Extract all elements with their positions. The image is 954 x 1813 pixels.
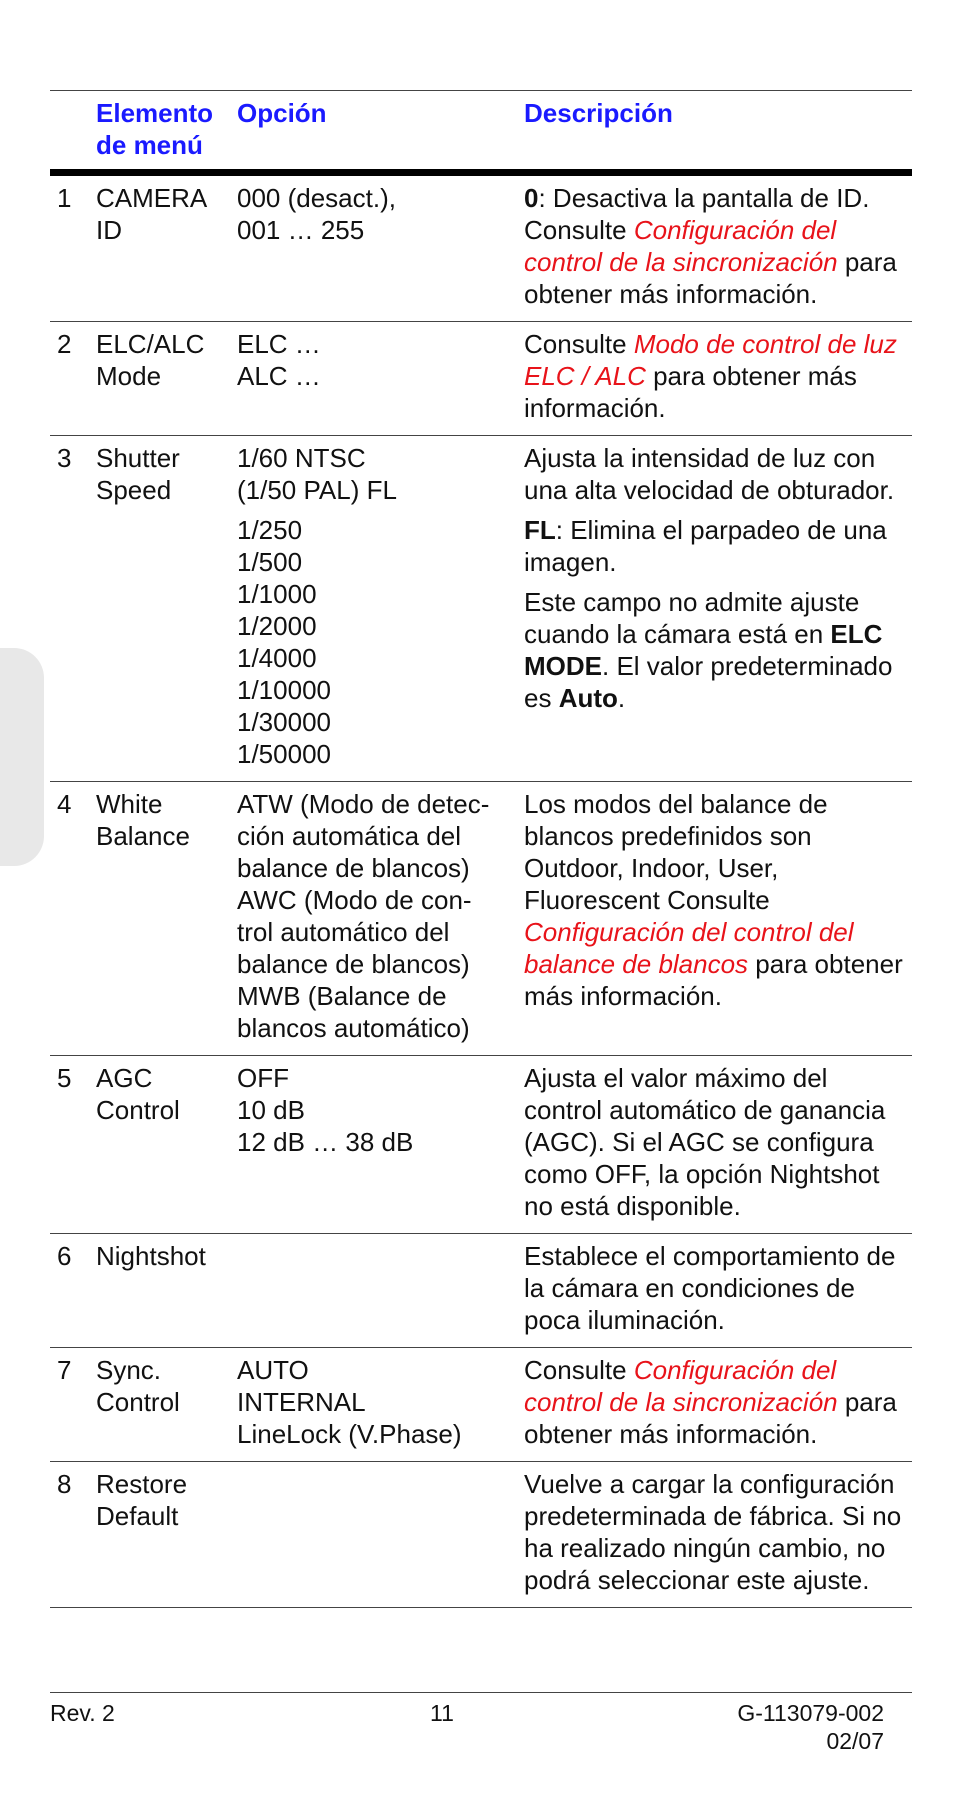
row-number: 2 bbox=[57, 329, 72, 359]
menu-item-line: Shutter bbox=[96, 443, 180, 473]
description-text: para obtener más información. bbox=[524, 949, 903, 1011]
row-number: 1 bbox=[57, 183, 72, 213]
option-line: AUTO bbox=[237, 1355, 309, 1385]
description-paragraph bbox=[524, 788, 912, 1012]
table-row bbox=[50, 322, 912, 436]
menu-item bbox=[96, 328, 237, 424]
menu-item-line: AGC bbox=[96, 1063, 153, 1093]
description-text: para obtener más información. bbox=[524, 247, 897, 309]
table-row bbox=[50, 1234, 912, 1348]
bold-term: ELC MODE bbox=[524, 619, 883, 681]
option-line: ELC … bbox=[237, 329, 321, 359]
cross-reference-link[interactable]: Modo de control de luz ELC / ALC bbox=[524, 329, 897, 391]
description bbox=[524, 1468, 912, 1596]
menu-item-line: ID bbox=[96, 215, 122, 245]
menu-item-line: Restore bbox=[96, 1469, 188, 1499]
option-line: 1/1000 bbox=[237, 579, 317, 609]
menu-item-line: Balance bbox=[96, 821, 190, 851]
footer-date: 02/07 bbox=[826, 1728, 884, 1754]
bold-term: 0 bbox=[524, 183, 539, 213]
menu-item bbox=[96, 182, 237, 310]
footer-doc-number: G-113079-002 bbox=[737, 1700, 884, 1726]
menu-item bbox=[96, 1354, 237, 1450]
option-line: trol automático del bbox=[237, 917, 450, 947]
menu-item-line: ELC/ALC bbox=[96, 329, 205, 359]
option-list bbox=[237, 788, 524, 1044]
option-line: INTERNAL bbox=[237, 1387, 366, 1417]
header-item bbox=[96, 97, 237, 161]
option-list bbox=[237, 1354, 524, 1450]
table-row bbox=[50, 436, 912, 782]
description-text: Consulte bbox=[524, 329, 634, 359]
menu-item-line: Nightshot bbox=[96, 1241, 206, 1271]
option-line: AWC (Modo de con- bbox=[237, 885, 472, 915]
description-text: Vuelve a cargar la configuración predeterminada de fábrica. Si no ha realizado ningún cambio, no podrá seleccionar este ajuste. bbox=[524, 1469, 902, 1595]
description-paragraph bbox=[524, 1240, 912, 1336]
table-body bbox=[50, 176, 912, 1608]
header-item-line: Elemento bbox=[96, 98, 214, 128]
cross-reference-link[interactable]: Configuración del control del balance de blancos bbox=[524, 917, 854, 979]
description-text: para obtener más información. bbox=[524, 1387, 897, 1449]
description bbox=[524, 1062, 912, 1222]
row-number: 3 bbox=[57, 443, 72, 473]
description bbox=[524, 328, 912, 424]
description bbox=[524, 182, 912, 310]
menu-item-line: Speed bbox=[96, 475, 172, 505]
description bbox=[524, 1354, 912, 1450]
description-paragraph bbox=[524, 442, 912, 506]
row-number: 7 bbox=[57, 1355, 72, 1385]
description-text: Ajusta la intensidad de luz con una alta velocidad de obturador. bbox=[524, 443, 895, 505]
bold-term: Auto bbox=[558, 683, 618, 713]
menu-item-line: Control bbox=[96, 1387, 180, 1417]
menu-item-line: Control bbox=[96, 1095, 180, 1125]
bold-term: FL bbox=[524, 515, 556, 545]
description-paragraph bbox=[524, 514, 912, 578]
option-line: ALC … bbox=[237, 361, 321, 391]
option-line: 1/50000 bbox=[237, 739, 331, 769]
menu-item bbox=[96, 1240, 237, 1336]
row-number: 6 bbox=[57, 1241, 72, 1271]
table-row bbox=[50, 1348, 912, 1462]
option-line: 1/10000 bbox=[237, 675, 331, 705]
description-text: : Elimina el parpadeo de una imagen. bbox=[524, 515, 887, 577]
description-text: . bbox=[617, 683, 626, 713]
description bbox=[524, 788, 912, 1044]
description-text: Este campo no admite ajuste cuando la cámara está en bbox=[524, 587, 860, 649]
footer-page-number: 11 bbox=[430, 1700, 454, 1726]
option-line: 1/4000 bbox=[237, 643, 317, 673]
menu-item-line: Sync. bbox=[96, 1355, 162, 1385]
table-row bbox=[50, 782, 912, 1056]
description-paragraph bbox=[524, 1062, 912, 1222]
description-paragraph bbox=[524, 586, 912, 714]
option-line: 1/2000 bbox=[237, 611, 317, 641]
row-number: 5 bbox=[57, 1063, 72, 1093]
menu-item-line: Default bbox=[96, 1501, 179, 1531]
menu-table bbox=[50, 90, 912, 1608]
option-line: 1/250 bbox=[237, 515, 303, 545]
option-list bbox=[237, 442, 524, 770]
description-text: Establece el comportamiento de la cámara en condiciones de poca iluminación. bbox=[524, 1241, 896, 1335]
footer-doc-info bbox=[737, 1699, 884, 1755]
footer-revision: Rev. 2 bbox=[50, 1700, 115, 1726]
menu-item-line: Mode bbox=[96, 361, 162, 391]
description-paragraph bbox=[524, 328, 912, 424]
option-line: balance de blancos) bbox=[237, 853, 470, 883]
option-line: OFF bbox=[237, 1063, 289, 1093]
option-line: 1/500 bbox=[237, 547, 303, 577]
option-line: 1/60 NTSC bbox=[237, 443, 366, 473]
header-num bbox=[50, 97, 96, 161]
option-line: 12 dB … 38 dB bbox=[237, 1127, 414, 1157]
cross-reference-link[interactable]: Configuración del control de la sincronización bbox=[524, 215, 838, 277]
menu-item bbox=[96, 442, 237, 770]
menu-item bbox=[96, 788, 237, 1044]
option-line: (1/50 PAL) FL bbox=[237, 475, 397, 505]
description bbox=[524, 442, 912, 770]
option-line: 1/30000 bbox=[237, 707, 331, 737]
table-row bbox=[50, 1056, 912, 1234]
option-line: 001 … 255 bbox=[237, 215, 365, 245]
description-paragraph bbox=[524, 1468, 912, 1596]
description-text: . El valor predeterminado es bbox=[524, 651, 893, 713]
menu-item bbox=[96, 1468, 237, 1596]
page-footer bbox=[50, 1692, 912, 1754]
menu-item bbox=[96, 1062, 237, 1222]
table-row bbox=[50, 176, 912, 322]
description-text: : Desactiva la pantalla de ID. Consulte bbox=[524, 183, 870, 245]
description-text: Ajusta el valor máximo del control automático de ganancia (AGC). Si el AGC se configura como OFF, la opción Nightshot no está disponible. bbox=[524, 1063, 886, 1221]
description-text: para obtener más información. bbox=[524, 361, 857, 423]
option-line: 10 dB bbox=[237, 1095, 305, 1125]
description-paragraph bbox=[524, 182, 912, 310]
option-list bbox=[237, 328, 524, 424]
option-list bbox=[237, 182, 524, 310]
table-header bbox=[50, 91, 912, 176]
table-row bbox=[50, 1462, 912, 1608]
row-number: 4 bbox=[57, 789, 72, 819]
section-thumb-tab bbox=[0, 648, 44, 866]
menu-item-line: White bbox=[96, 789, 163, 819]
option-line: ción automática del bbox=[237, 821, 462, 851]
option-line: 000 (desact.), bbox=[237, 183, 396, 213]
option-list bbox=[237, 1468, 524, 1596]
option-line: LineLock (V.Phase) bbox=[237, 1419, 462, 1449]
option-line: ATW (Modo de detec- bbox=[237, 789, 490, 819]
row-number: 8 bbox=[57, 1469, 72, 1499]
option-line: blancos automático) bbox=[237, 1013, 470, 1043]
cross-reference-link[interactable]: Configuración del control de la sincronización bbox=[524, 1355, 838, 1417]
option-list bbox=[237, 1062, 524, 1222]
option-line: balance de blancos) bbox=[237, 949, 470, 979]
option-list bbox=[237, 1240, 524, 1336]
description-text: Los modos del balance de blancos predefinidos son Outdoor, Indoor, User, Fluorescent Consulte bbox=[524, 789, 828, 915]
option-line: MWB (Balance de bbox=[237, 981, 447, 1011]
description-paragraph bbox=[524, 1354, 912, 1450]
header-option: Opción bbox=[237, 98, 327, 128]
menu-item-line: CAMERA bbox=[96, 183, 208, 213]
header-description: Descripción bbox=[524, 98, 673, 128]
header-item-line: de menú bbox=[96, 130, 203, 160]
description-text: Consulte bbox=[524, 1355, 634, 1385]
description bbox=[524, 1240, 912, 1336]
